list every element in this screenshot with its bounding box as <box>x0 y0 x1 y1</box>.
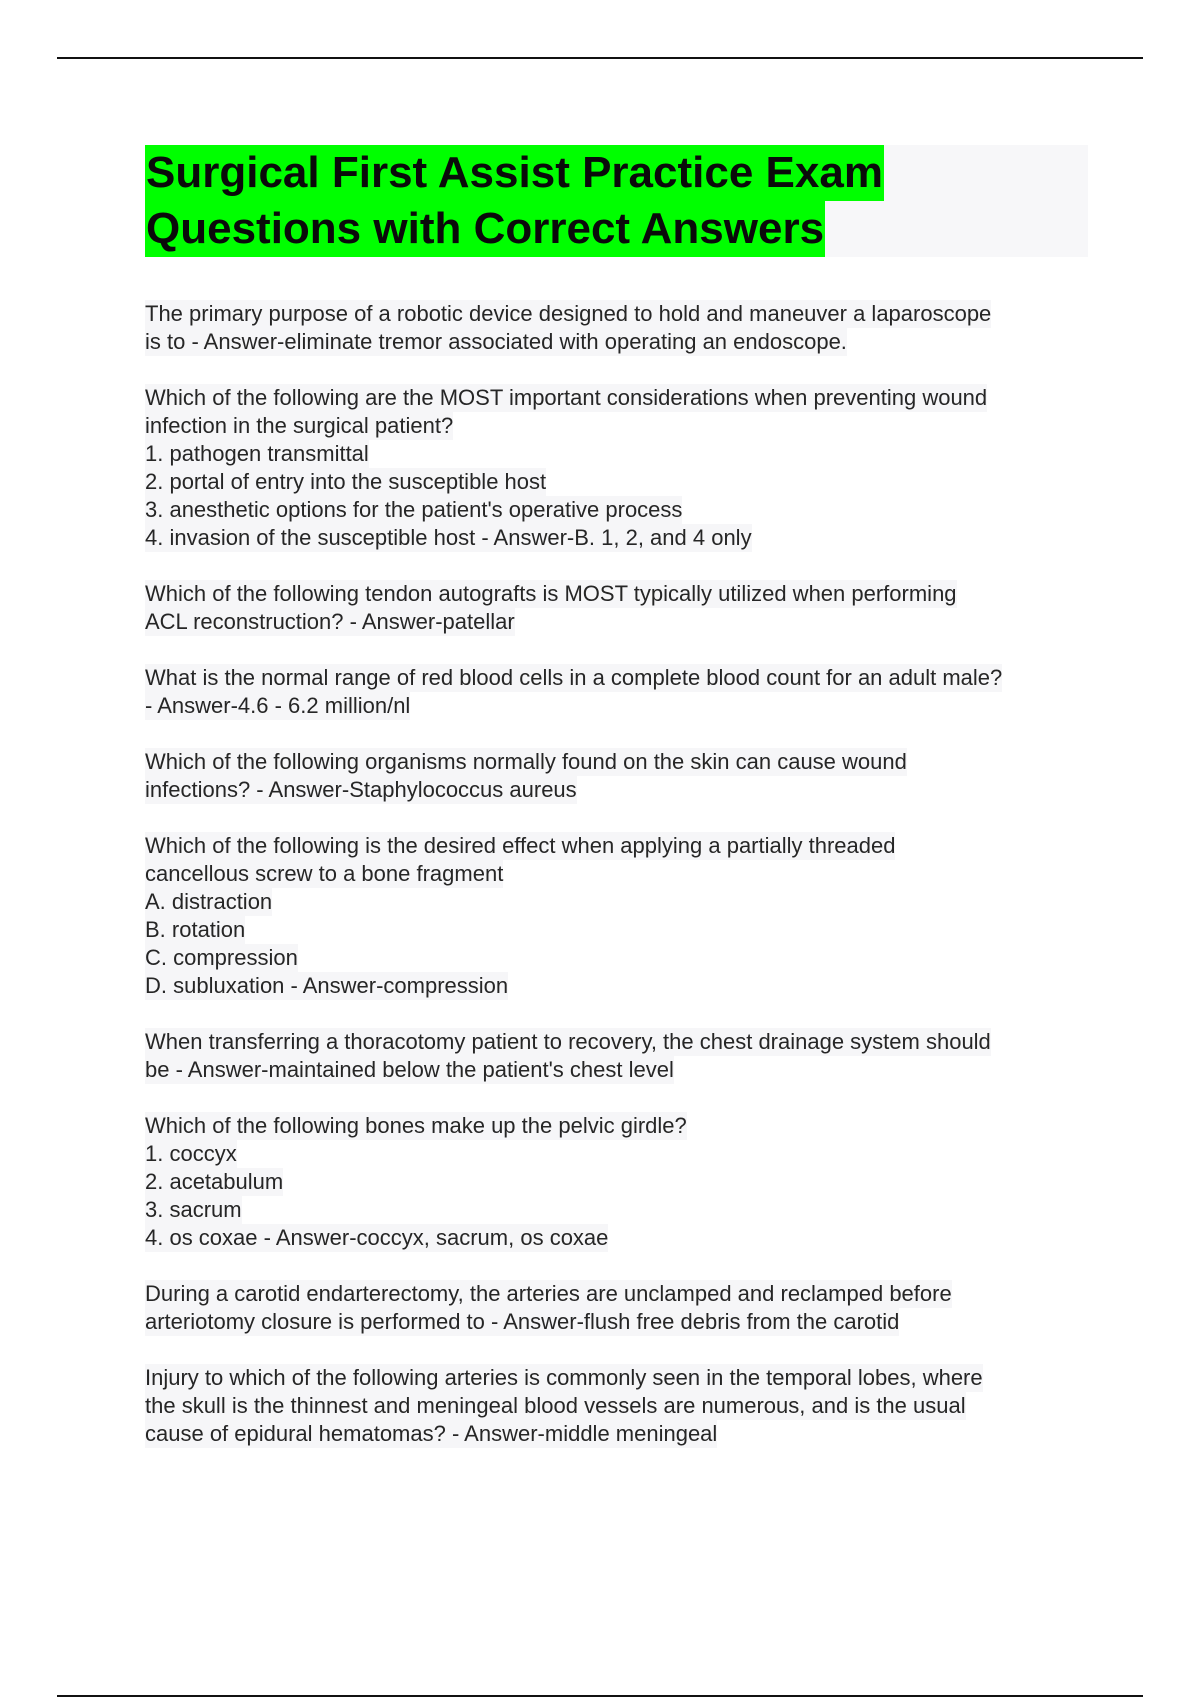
question-item <box>145 832 1095 1000</box>
question-item <box>145 1280 1095 1336</box>
question-line: arteriotomy closure is performed to - Answer-flush free debris from the carotid <box>145 1309 900 1334</box>
question-line: the skull is the thinnest and meningeal blood vessels are numerous, and is the usual <box>145 1393 966 1418</box>
title-line-1: Surgical First Assist Practice Exam <box>145 145 884 201</box>
question-line: infection in the surgical patient? <box>145 413 454 438</box>
top-rule <box>57 57 1143 59</box>
question-item <box>145 1028 1095 1084</box>
question-line: Injury to which of the following arteries is commonly seen in the temporal lobes, where <box>145 1365 983 1390</box>
question-item <box>145 384 1095 552</box>
question-line: be - Answer-maintained below the patient's chest level <box>145 1057 674 1082</box>
question-line: 1. pathogen transmittal <box>145 441 369 466</box>
question-line: 3. anesthetic options for the patient's operative process <box>145 497 683 522</box>
question-line: 2. acetabulum <box>145 1169 284 1194</box>
question-line: Which of the following tendon autografts is MOST typically utilized when performing <box>145 581 957 606</box>
question-item <box>145 300 1095 356</box>
question-line: Which of the following are the MOST important considerations when preventing wound <box>145 385 988 410</box>
question-line: 1. coccyx <box>145 1141 237 1166</box>
question-item <box>145 580 1095 636</box>
question-item <box>145 1364 1095 1448</box>
question-line: cancellous screw to a bone fragment <box>145 861 504 886</box>
question-line: The primary purpose of a robotic device designed to hold and maneuver a laparoscope <box>145 301 992 326</box>
question-line: 4. invasion of the susceptible host - Answer-B. 1, 2, and 4 only <box>145 525 752 550</box>
question-line: Which of the following organisms normally found on the skin can cause wound <box>145 749 907 774</box>
question-list <box>145 300 1095 1476</box>
bottom-rule <box>57 1695 1143 1697</box>
title-line-2: Questions with Correct Answers <box>145 201 825 257</box>
question-line: A. distraction <box>145 889 273 914</box>
question-line: 3. sacrum <box>145 1197 242 1222</box>
question-line: D. subluxation - Answer-compression <box>145 973 509 998</box>
question-line: During a carotid endarterectomy, the arteries are unclamped and reclamped before <box>145 1281 952 1306</box>
question-line: infections? - Answer-Staphylococcus aureus <box>145 777 577 802</box>
question-line: is to - Answer-eliminate tremor associated with operating an endoscope. <box>145 329 847 354</box>
question-item <box>145 1112 1095 1252</box>
question-item <box>145 748 1095 804</box>
document-title <box>145 145 1088 257</box>
question-item <box>145 664 1095 720</box>
question-line: 4. os coxae - Answer-coccyx, sacrum, os coxae <box>145 1225 609 1250</box>
question-line: What is the normal range of red blood cells in a complete blood count for an adult male? <box>145 665 1003 690</box>
question-line: B. rotation <box>145 917 246 942</box>
question-line: - Answer-4.6 - 6.2 million/nl <box>145 693 411 718</box>
question-line: ACL reconstruction? - Answer-patellar <box>145 609 515 634</box>
question-line: When transferring a thoracotomy patient to recovery, the chest drainage system should <box>145 1029 991 1054</box>
question-line: cause of epidural hematomas? - Answer-middle meningeal <box>145 1421 718 1446</box>
question-line: Which of the following is the desired effect when applying a partially threaded <box>145 833 896 858</box>
question-line: 2. portal of entry into the susceptible host <box>145 469 547 494</box>
question-line: C. compression <box>145 945 298 970</box>
question-line: Which of the following bones make up the pelvic girdle? <box>145 1113 687 1138</box>
